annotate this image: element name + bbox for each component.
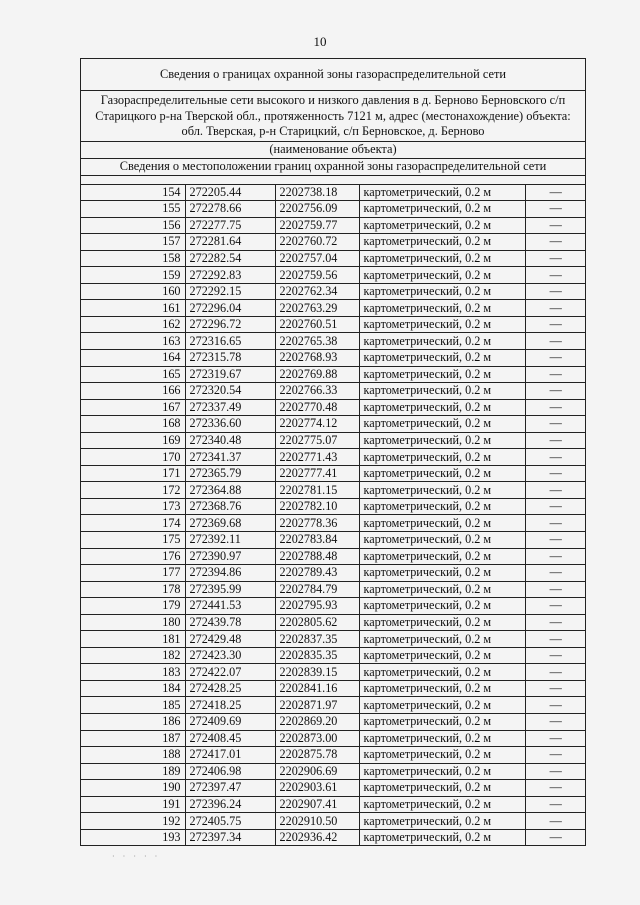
zone-boundary-table-frame [80, 58, 586, 846]
table-row [81, 465, 586, 482]
x-coordinate-cell: 272320.54 [185, 383, 275, 400]
point-number-cell: 181 [81, 631, 185, 648]
note-cell: — [525, 498, 586, 515]
y-coordinate-cell: 2202907.41 [275, 796, 359, 813]
y-coordinate-cell: 2202738.18 [275, 185, 359, 201]
point-number-cell: 160 [81, 283, 185, 300]
method-accuracy-cell: картометрический, 0.2 м [359, 383, 525, 400]
method-accuracy-cell: картометрический, 0.2 м [359, 300, 525, 317]
note-cell: — [525, 714, 586, 731]
table-row [81, 714, 586, 731]
note-cell: — [525, 531, 586, 548]
y-coordinate-cell: 2202936.42 [275, 829, 359, 845]
x-coordinate-cell: 272341.37 [185, 449, 275, 466]
y-coordinate-cell: 2202756.09 [275, 201, 359, 218]
method-accuracy-cell: картометрический, 0.2 м [359, 647, 525, 664]
x-coordinate-cell: 272428.25 [185, 680, 275, 697]
table-row [81, 647, 586, 664]
table-row [81, 614, 586, 631]
table-row [81, 829, 586, 845]
note-cell: — [525, 482, 586, 499]
method-accuracy-cell: картометрический, 0.2 м [359, 531, 525, 548]
y-coordinate-cell: 2202769.88 [275, 366, 359, 383]
method-accuracy-cell: картометрический, 0.2 м [359, 780, 525, 797]
note-cell: — [525, 432, 586, 449]
x-coordinate-cell: 272296.72 [185, 316, 275, 333]
point-number-cell: 172 [81, 482, 185, 499]
x-coordinate-cell: 272319.67 [185, 366, 275, 383]
method-accuracy-cell: картометрический, 0.2 м [359, 432, 525, 449]
y-coordinate-cell: 2202781.15 [275, 482, 359, 499]
x-coordinate-cell: 272395.99 [185, 581, 275, 598]
point-number-cell: 179 [81, 598, 185, 615]
method-accuracy-cell: картометрический, 0.2 м [359, 399, 525, 416]
method-accuracy-cell: картометрический, 0.2 м [359, 631, 525, 648]
x-coordinate-cell: 272205.44 [185, 185, 275, 201]
x-coordinate-cell: 272340.48 [185, 432, 275, 449]
point-number-cell: 174 [81, 515, 185, 532]
y-coordinate-cell: 2202762.34 [275, 283, 359, 300]
x-coordinate-cell: 272278.66 [185, 201, 275, 218]
point-number-cell: 193 [81, 829, 185, 845]
point-number-cell: 165 [81, 366, 185, 383]
method-accuracy-cell: картометрический, 0.2 м [359, 548, 525, 565]
table-row [81, 300, 586, 317]
note-cell: — [525, 349, 586, 366]
x-coordinate-cell: 272439.78 [185, 614, 275, 631]
method-accuracy-cell: картометрический, 0.2 м [359, 201, 525, 218]
x-coordinate-cell: 272405.75 [185, 813, 275, 830]
table-row [81, 283, 586, 300]
point-number-cell: 159 [81, 267, 185, 284]
note-cell: — [525, 449, 586, 466]
point-number-cell: 164 [81, 349, 185, 366]
x-coordinate-cell: 272408.45 [185, 730, 275, 747]
point-number-cell: 173 [81, 498, 185, 515]
table-row [81, 383, 586, 400]
note-cell: — [525, 730, 586, 747]
method-accuracy-cell: картометрический, 0.2 м [359, 515, 525, 532]
note-cell: — [525, 234, 586, 251]
y-coordinate-cell: 2202775.07 [275, 432, 359, 449]
note-cell: — [525, 283, 586, 300]
method-accuracy-cell: картометрический, 0.2 м [359, 565, 525, 582]
note-cell: — [525, 217, 586, 234]
header-spacer-row [81, 176, 585, 185]
y-coordinate-cell: 2202763.29 [275, 300, 359, 317]
x-coordinate-cell: 272406.98 [185, 763, 275, 780]
table-row [81, 515, 586, 532]
page-number: 10 [313, 34, 327, 49]
method-accuracy-cell: картометрический, 0.2 м [359, 449, 525, 466]
point-number-cell: 189 [81, 763, 185, 780]
table-row [81, 598, 586, 615]
y-coordinate-cell: 2202871.97 [275, 697, 359, 714]
table-row [81, 316, 586, 333]
x-coordinate-cell: 272394.86 [185, 565, 275, 582]
table-row [81, 399, 586, 416]
x-coordinate-cell: 272296.04 [185, 300, 275, 317]
method-accuracy-cell: картометрический, 0.2 м [359, 730, 525, 747]
y-coordinate-cell: 2202784.79 [275, 581, 359, 598]
y-coordinate-cell: 2202760.51 [275, 316, 359, 333]
table-row [81, 250, 586, 267]
table-row [81, 747, 586, 764]
method-accuracy-cell: картометрический, 0.2 м [359, 482, 525, 499]
point-number-cell: 157 [81, 234, 185, 251]
note-cell: — [525, 399, 586, 416]
method-accuracy-cell: картометрический, 0.2 м [359, 714, 525, 731]
table-row [81, 697, 586, 714]
point-number-cell: 161 [81, 300, 185, 317]
note-cell: — [525, 796, 586, 813]
scan-artifact: · · · · · [112, 852, 161, 861]
x-coordinate-cell: 272364.88 [185, 482, 275, 499]
note-cell: — [525, 515, 586, 532]
table-row [81, 780, 586, 797]
x-coordinate-cell: 272409.69 [185, 714, 275, 731]
method-accuracy-cell: картометрический, 0.2 м [359, 465, 525, 482]
method-accuracy-cell: картометрический, 0.2 м [359, 416, 525, 433]
x-coordinate-cell: 272418.25 [185, 697, 275, 714]
point-number-cell: 166 [81, 383, 185, 400]
method-accuracy-cell: картометрический, 0.2 м [359, 349, 525, 366]
table-row [81, 482, 586, 499]
y-coordinate-cell: 2202783.84 [275, 531, 359, 548]
note-cell: — [525, 614, 586, 631]
point-number-cell: 169 [81, 432, 185, 449]
table-row [81, 730, 586, 747]
note-cell: — [525, 300, 586, 317]
y-coordinate-cell: 2202869.20 [275, 714, 359, 731]
table-row [81, 664, 586, 681]
y-coordinate-cell: 2202771.43 [275, 449, 359, 466]
y-coordinate-cell: 2202760.72 [275, 234, 359, 251]
note-cell: — [525, 416, 586, 433]
table-row [81, 349, 586, 366]
y-coordinate-cell: 2202835.35 [275, 647, 359, 664]
x-coordinate-cell: 272423.30 [185, 647, 275, 664]
table-row [81, 432, 586, 449]
note-cell: — [525, 465, 586, 482]
note-cell: — [525, 201, 586, 218]
y-coordinate-cell: 2202873.00 [275, 730, 359, 747]
table-row [81, 267, 586, 284]
method-accuracy-cell: картометрический, 0.2 м [359, 829, 525, 845]
note-cell: — [549, 830, 562, 845]
note-cell: — [525, 598, 586, 615]
note-cell: — [525, 267, 586, 284]
method-accuracy-cell: картометрический, 0.2 м [359, 697, 525, 714]
y-coordinate-cell: 2202774.12 [275, 416, 359, 433]
method-accuracy-cell: картометрический, 0.2 м [359, 598, 525, 615]
point-number-cell: 163 [81, 333, 185, 350]
table-title: Сведения о границах охранной зоны газораспределительной сети [81, 59, 585, 91]
table-row [81, 813, 586, 830]
method-accuracy-cell: картометрический, 0.2 м [359, 250, 525, 267]
point-number-cell: 175 [81, 531, 185, 548]
table-row [81, 333, 586, 350]
point-number-cell: 188 [81, 747, 185, 764]
table-row [81, 581, 586, 598]
note-cell: — [525, 250, 586, 267]
x-coordinate-cell: 272368.76 [185, 498, 275, 515]
table-row [81, 631, 586, 648]
point-number-cell: 190 [81, 780, 185, 797]
method-accuracy-cell: картометрический, 0.2 м [359, 283, 525, 300]
method-accuracy-cell: картометрический, 0.2 м [359, 316, 525, 333]
y-coordinate-cell: 2202766.33 [275, 383, 359, 400]
y-coordinate-cell: 2202841.16 [275, 680, 359, 697]
table-row [81, 680, 586, 697]
x-coordinate-cell: 272281.64 [185, 234, 275, 251]
x-coordinate-cell: 272390.97 [185, 548, 275, 565]
table-row [81, 548, 586, 565]
table-row [81, 531, 586, 548]
y-coordinate-cell: 2202910.50 [275, 813, 359, 830]
x-coordinate-cell: 272397.47 [185, 780, 275, 797]
point-number-cell: 162 [81, 316, 185, 333]
x-coordinate-cell: 272337.49 [185, 399, 275, 416]
note-cell: — [525, 747, 586, 764]
x-coordinate-cell: 272397.34 [185, 829, 275, 845]
method-accuracy-cell: картометрический, 0.2 м [359, 664, 525, 681]
table-row [81, 416, 586, 433]
point-number-cell: 154 [81, 185, 185, 201]
point-number-cell: 183 [81, 664, 185, 681]
y-coordinate-cell: 2202778.36 [275, 515, 359, 532]
y-coordinate-cell: 2202757.04 [275, 250, 359, 267]
y-coordinate-cell: 2202903.61 [275, 780, 359, 797]
x-coordinate-cell: 272441.53 [185, 598, 275, 615]
note-cell: — [525, 548, 586, 565]
point-number-cell: 182 [81, 647, 185, 664]
method-accuracy-cell: картометрический, 0.2 м [359, 747, 525, 764]
point-number-cell: 155 [81, 201, 185, 218]
y-coordinate-cell: 2202759.56 [275, 267, 359, 284]
y-coordinate-cell: 2202795.93 [275, 598, 359, 615]
x-coordinate-cell: 272396.24 [185, 796, 275, 813]
y-coordinate-cell: 2202759.77 [275, 217, 359, 234]
method-accuracy-cell: картометрический, 0.2 м [359, 333, 525, 350]
table-row [81, 185, 586, 201]
table-row [81, 565, 586, 582]
method-accuracy-cell: картометрический, 0.2 м [359, 498, 525, 515]
x-coordinate-cell: 272292.83 [185, 267, 275, 284]
section-title: Сведения о местоположении границ охранной зоны газораспределительной сети [81, 159, 585, 176]
point-number-cell: 177 [81, 565, 185, 582]
method-accuracy-cell: картометрический, 0.2 м [359, 813, 525, 830]
note-cell: — [525, 664, 586, 681]
table-row [81, 796, 586, 813]
x-coordinate-cell: 272292.15 [185, 283, 275, 300]
x-coordinate-cell: 272315.78 [185, 349, 275, 366]
table-row [81, 763, 586, 780]
point-number-cell: 185 [81, 697, 185, 714]
x-coordinate-cell: 272417.01 [185, 747, 275, 764]
note-cell: — [525, 316, 586, 333]
x-coordinate-cell: 272277.75 [185, 217, 275, 234]
point-number-cell: 168 [81, 416, 185, 433]
method-accuracy-cell: картометрический, 0.2 м [359, 234, 525, 251]
table-row [81, 498, 586, 515]
y-coordinate-cell: 2202805.62 [275, 614, 359, 631]
note-cell: — [525, 763, 586, 780]
x-coordinate-cell: 272392.11 [185, 531, 275, 548]
table-row [81, 217, 586, 234]
note-cell: — [525, 680, 586, 697]
x-coordinate-cell: 272422.07 [185, 664, 275, 681]
y-coordinate-cell: 2202789.43 [275, 565, 359, 582]
object-caption: (наименование объекта) [81, 142, 585, 159]
y-coordinate-cell: 2202777.41 [275, 465, 359, 482]
note-cell: — [525, 813, 586, 830]
object-description: Газораспределительные сети высокого и низкого давления в д. Берново Берновского с/п Старицкого р-на Тверской обл., протяженность 7121 м, адрес (местонахождение) объекта: обл. Тверская, р-н Старицкий, с/п Берновское, д. Берново [81, 91, 585, 142]
y-coordinate-cell: 2202782.10 [275, 498, 359, 515]
x-coordinate-cell: 272365.79 [185, 465, 275, 482]
method-accuracy-cell: картометрический, 0.2 м [359, 763, 525, 780]
note-cell: — [525, 366, 586, 383]
method-accuracy-cell: картометрический, 0.2 м [359, 796, 525, 813]
y-coordinate-cell: 2202906.69 [275, 763, 359, 780]
method-accuracy-cell: картометрический, 0.2 м [359, 366, 525, 383]
table-row [81, 449, 586, 466]
point-number-cell: 186 [81, 714, 185, 731]
point-number-cell: 167 [81, 399, 185, 416]
method-accuracy-cell: картометрический, 0.2 м [359, 217, 525, 234]
table-row [81, 366, 586, 383]
note-cell: — [525, 185, 586, 201]
point-number-cell: 191 [81, 796, 185, 813]
point-number-cell: 184 [81, 680, 185, 697]
x-coordinate-cell: 272369.68 [185, 515, 275, 532]
note-cell: — [525, 631, 586, 648]
x-coordinate-cell: 272316.65 [185, 333, 275, 350]
y-coordinate-cell: 2202875.78 [275, 747, 359, 764]
y-coordinate-cell: 2202768.93 [275, 349, 359, 366]
y-coordinate-cell: 2202788.48 [275, 548, 359, 565]
point-number-cell: 178 [81, 581, 185, 598]
method-accuracy-cell: картометрический, 0.2 м [359, 267, 525, 284]
coordinates-table [81, 185, 586, 846]
point-number-cell: 176 [81, 548, 185, 565]
y-coordinate-cell: 2202837.35 [275, 631, 359, 648]
note-cell: — [525, 697, 586, 714]
x-coordinate-cell: 272282.54 [185, 250, 275, 267]
note-cell: — [525, 333, 586, 350]
note-cell: — [525, 383, 586, 400]
point-number-cell: 158 [81, 250, 185, 267]
table-row [81, 234, 586, 251]
method-accuracy-cell: картометрический, 0.2 м [359, 581, 525, 598]
y-coordinate-cell: 2202765.38 [275, 333, 359, 350]
point-number-cell: 171 [81, 465, 185, 482]
note-cell: — [525, 565, 586, 582]
point-number-cell: 180 [81, 614, 185, 631]
point-number-cell: 192 [81, 813, 185, 830]
coordinates-table-body [81, 185, 586, 846]
point-number-cell: 187 [81, 730, 185, 747]
point-number-cell: 156 [81, 217, 185, 234]
note-cell: — [525, 780, 586, 797]
y-coordinate-cell: 2202839.15 [275, 664, 359, 681]
method-accuracy-cell: картометрический, 0.2 м [359, 614, 525, 631]
point-number-cell: 170 [81, 449, 185, 466]
note-cell: — [525, 581, 586, 598]
x-coordinate-cell: 272336.60 [185, 416, 275, 433]
table-row [81, 201, 586, 218]
method-accuracy-cell: картометрический, 0.2 м [359, 680, 525, 697]
note-cell: — [525, 647, 586, 664]
method-accuracy-cell: картометрический, 0.2 м [359, 185, 525, 201]
x-coordinate-cell: 272429.48 [185, 631, 275, 648]
y-coordinate-cell: 2202770.48 [275, 399, 359, 416]
